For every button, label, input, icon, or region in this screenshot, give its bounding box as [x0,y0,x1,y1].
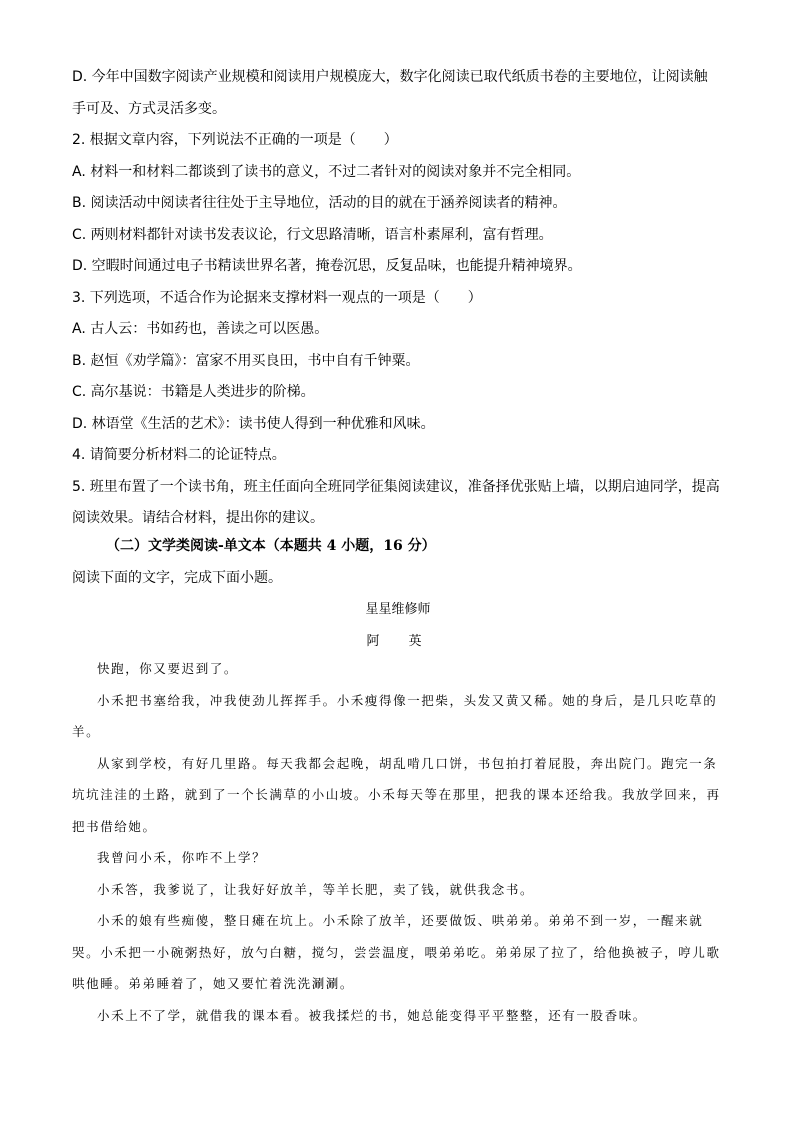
reading-instruction: 阅读下面的文字，完成下面小题。 [72,569,282,586]
section-2-header [72,531,724,594]
question-3-option-c: C. 高尔基说：书籍是人类进步的阶梯。 [72,384,315,400]
question-2-option-b: B. 阅读活动中阅读者往往处于主导地位，活动的目的就在于涵养阅读者的精神。 [72,195,567,211]
question-5: 5. 班里布置了一个读书角，班主任面向全班同学征集阅读建议，准备择优张贴上墙，以期启迪同学，提高阅读效果。请结合材料，提出你的建议。 [72,478,720,526]
story-header [72,598,724,617]
story-author: 阿 英 [366,634,430,649]
story-title: 星星维修师 [365,602,431,617]
option-d-line1: D. 今年中国数字阅读产业规模和阅读用户规模庞大，数字化阅读已取代纸质书卷的主要地位，让阅读触 [72,69,708,85]
question-2: 2. 根据文章内容，下列说法不正确的一项是（ ） [72,132,398,148]
question-2-option-c: C. 两则材料都针对读书发表议论，行文思路清晰，语言朴素犀利，富有哲理。 [72,226,553,243]
question-2-option-a: A. 材料一和材料二都谈到了读书的意义，不过二者针对的阅读对象并不完全相同。 [72,163,581,180]
option-d-line2: 手可及、方式灵活多变。 [72,100,226,117]
question-4: 4. 请简要分析材料二的论证特点。 [72,447,286,463]
story-paragraph: 从家到学校，有好几里路。每天我都会起晚，胡乱啃几口饼，书包拍打着屁股，奔出院门。跑完一条坑坑洼洼的土路，就到了一个长满草的小山坡。小禾每天等在那里，把我的课本还给我。我放学回来，再把书借给她。 [72,755,721,834]
story-paragraph: 我曾问小禾，你咋不上学？ [97,850,267,865]
story-paragraph: 快跑，你又要迟到了。 [97,661,239,676]
story-paragraph: 小禾上不了学，就借我的课本看。被我揉烂的书，她总能变得平平整整，还有一股香味。 [97,1007,647,1023]
story-paragraph: 小禾的娘有些痴傻，整日瘫在坑上。小禾除了放羊，还要做饭、哄弟弟。弟弟不到一岁，一醒来就哭。小禾把一小碗粥热好，放勺白糖，搅匀，尝尝温度，喂弟弟吃。弟弟尿了拉了，给他换被子，哼儿歌哄他睡。弟弟睡着了，她又要忙着洗洗涮涮。 [72,913,721,991]
question-list-top [72,62,724,535]
story-paragraph: 小禾答，我爹说了，让我好好放羊，等羊长肥，卖了钱，就供我念书。 [97,881,535,897]
story-body [72,653,724,1031]
question-3-option-d: D. 林语堂《生活的艺术》：读书使人得到一种优雅和风味。 [72,415,435,432]
question-3-option-a: A. 古人云：书如药也，善读之可以医愚。 [72,321,329,337]
question-3-option-b: B. 赵恒《劝学篇》：富家不用买良田，书中自有千钟粟。 [72,352,420,369]
section-heading: （二）文学类阅读-单文本（本题共 4 小题，16 分） [106,538,436,554]
question-2-option-d: D. 空暇时间通过电子书精读世界名著，掩卷沉思，反复品味，也能提升精神境界。 [72,258,582,274]
question-3: 3. 下列选项，不适合作为论据来支撑材料一观点的一项是（ ） [72,289,482,306]
story-author-block [72,630,724,649]
story-paragraph: 小禾把书塞给我，冲我使劲儿挥挥手。小禾瘦得像一把柴，头发又黄又稀。她的身后，是几只吃草的羊。 [72,692,718,739]
